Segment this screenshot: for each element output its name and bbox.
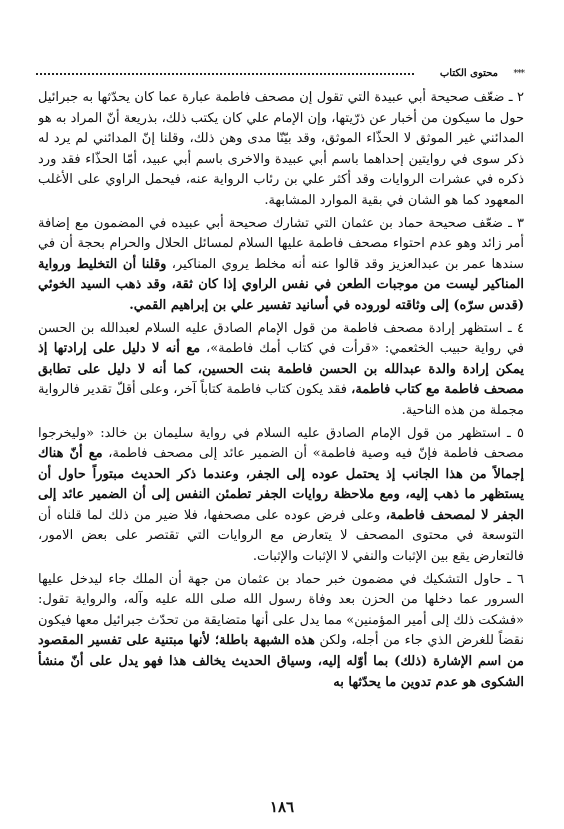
header-dotted-rule — [36, 73, 414, 75]
paragraph-5 — [38, 424, 524, 568]
paragraph-6-bold: هذه الشبهة باطلة؛ لأنها مبتنية على تفسير المقصود من اسم الإشارة (ذلك) بما أوّله إليه، وسياق الحديث يخالف هذا فهو يدل على أنّ منشأ الشكوى هو عدم تدوين ما يحدّثها به — [38, 633, 524, 690]
paragraph-3 — [38, 214, 524, 317]
header-title: محتوى الكتاب — [439, 68, 498, 79]
paragraph-3-bold: وقلنا أن التخليط ورواية المناكير ليست من موجبات الطعن في نفس الراوي إذا كان ثقة، وقد ذهب السيد الخوئي (قدس سرّه) إلى وثاقته لوروده في أسانيد تفسير علي بن إبراهيم القمي. — [38, 256, 524, 313]
paragraph-2 — [38, 88, 524, 212]
paragraph-5-bold: مع أنّ هناك إجمالاً من هذا الجانب إذ يحتمل عوده إلى الجفر، وعندما ذكر الحديث مبتوراً حاول أن يستظهر ما ذهب إليه، ومع ملاحظة روايات الجفر تطمئن النفس إلى أن الضمير عائد إلى الجفر لا لمصحف فاطمة، — [38, 446, 524, 523]
running-header — [36, 66, 524, 82]
header-ornament: *** — [513, 69, 524, 79]
paragraph-6-text: ٦ ـ حاول التشكيك في مضمون خبر حماد بن عثمان من جهة أن الملك جاء ليدخل عليها السرور عما دخلها من الحزن بعد وفاة رسول الله صلى الله عليه وآله، والرواية تقول: «فشكت ذلك إلى أمير المؤمنين» مما يدل على أنها متضايقة من تحدّث جبرائيل معها فيكون نقضاً للغرض الذي جاء من أجله، ولكن — [38, 571, 524, 649]
paragraph-2-text: ٢ ـ ضعّف صحيحة أبي عبيدة التي تقول إن مصحف فاطمة عبارة عما كان يحدّثها به جبرائيل حول ما سيكون من أخبار عن ذرّيتها، وإن الإمام علي كان يكتب ذلك، بذريعة أنّ المراد به هو المدائني غير الموثق لا الحذّاء الموثق، وقد بيّنّا مدى وهن ذلك، وقلنا إنّ المدائني لم يرد له ذكر سوى في روايتين إحداهما باسم أبي عبيدة والاخرى باسم أبي عبيد، أمّا الحذّاء فقد ورد ذكره في عشرات الروايات وقد أكثر علي بن رئاب الرواية عنه، فيحمل الراوي على الأغلب المعهود كما هو الشان في بقية الموارد المشابهة. — [38, 90, 524, 208]
paragraph-4-text: ٤ ـ استظهر إرادة مصحف فاطمة من قول الإمام الصادق عليه السلام لعبدالله بن الحسن في رواية حبيب الخثعمي: «قرأت في كتاب أمك فاطمة»، — [38, 320, 524, 357]
page-body — [38, 88, 524, 788]
paragraph-6 — [38, 570, 524, 694]
paragraph-4-bold: مع أنه لا دليل على إرادتها إذ يمكن إرادة والدة عبدالله بن الحسن فاطمة بنت الحسين، كما أنه لا دليل على تطابق مصحف فاطمة مع كتاب فاطمة، — [38, 341, 524, 398]
paragraph-3-text: ٣ ـ ضعّف صحيحة حماد بن عثمان التي تشارك صحيحة أبي عبيده في المضمون مع إضافة أمر زائد وهو عدم احتواء مصحف فاطمة عليها السلام لمسائل الحلال والحرام بحجة أن في سندها عمر بن عبدالعزيز وقد قالوا عنه أنه مخلط يروي المناكير، — [38, 215, 524, 272]
paragraph-5-text: ٥ ـ استظهر من قول الإمام الصادق عليه السلام في رواية سليمان بن خالد: «وليخرجوا مصحف فاطمة فإنّ فيه وصية فاطمة» أن الضمير عائد إلى مصحف فاطمة، — [38, 425, 524, 462]
page-number: ١٨٦ — [269, 798, 295, 816]
paragraph-4 — [38, 319, 524, 422]
paragraph-4-tail: فقد يكون كتاب فاطمة كتاباً آخر، وعلى أقلّ تقدير فالرواية مجملة من هذه الناحية. — [38, 382, 524, 418]
paragraph-5-tail: وعلى فرض عوده على مصحفها، فلا ضير من ذلك لما قلناه أن التوسعة في محتوى المصحف لا يتعارض مع الروايات التي تقتصر على بعض الامور، فالتعارض يقع بين الإثبات والنفي لا الإثبات والإثبات. — [38, 507, 524, 565]
